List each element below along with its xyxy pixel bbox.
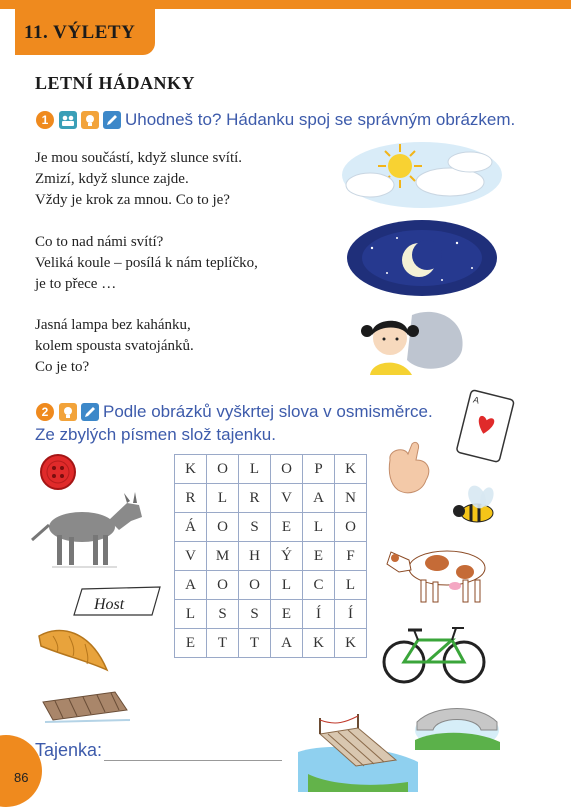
grid-cell[interactable]: S: [239, 513, 271, 542]
riddle-sun: [35, 232, 258, 295]
riddle-line: kolem spousta svatojánků.: [35, 338, 194, 354]
grid-cell[interactable]: O: [271, 455, 303, 484]
grid-row: [175, 455, 367, 484]
grid-row: [175, 513, 367, 542]
grid-row: [175, 571, 367, 600]
grid-cell[interactable]: V: [271, 484, 303, 513]
grid-cell[interactable]: O: [239, 571, 271, 600]
sign-text: Host: [94, 596, 125, 613]
riddle-line: Jasná lampa bez kahánku,: [35, 317, 191, 333]
grid-cell[interactable]: R: [239, 484, 271, 513]
grid-cell[interactable]: E: [175, 629, 207, 658]
pencil-icon: [103, 111, 121, 129]
grid-cell[interactable]: O: [207, 513, 239, 542]
sun-clouds-image: [340, 140, 505, 210]
pencil-icon: [81, 403, 99, 421]
playing-card-image: [455, 392, 515, 462]
riddle-shadow: [35, 148, 242, 211]
button-image: [38, 452, 78, 492]
grid-row: [175, 542, 367, 571]
grid-cell[interactable]: T: [239, 629, 271, 658]
grid-cell[interactable]: E: [271, 513, 303, 542]
grid-cell[interactable]: A: [175, 571, 207, 600]
task-number-1: 1: [36, 111, 54, 129]
grid-cell[interactable]: E: [271, 600, 303, 629]
grid-cell[interactable]: S: [239, 600, 271, 629]
grid-cell[interactable]: E: [303, 542, 335, 571]
riddle-line: Veliká koule – posílá k nám teplíčko,: [35, 255, 258, 271]
grid-cell[interactable]: K: [335, 629, 367, 658]
moon-night-image: [347, 218, 497, 298]
grid-cell[interactable]: Í: [335, 600, 367, 629]
grid-cell[interactable]: O: [335, 513, 367, 542]
page-number: 86: [14, 770, 29, 785]
answer-label: Tajenka:: [35, 740, 103, 760]
grid-cell[interactable]: Í: [303, 600, 335, 629]
task-number-2: 2: [36, 403, 54, 421]
cow-image: [385, 538, 500, 608]
grid-cell[interactable]: L: [207, 484, 239, 513]
grid-cell[interactable]: H: [239, 542, 271, 571]
grid-row: [175, 600, 367, 629]
task2-instruction-line1: Podle obrázků vyškrtej slova v osmisměrce.: [103, 402, 433, 421]
task1-instruction: Uhodneš to? Hádanku spoj se správným obrázkem.: [125, 110, 516, 129]
donkey-image: [27, 495, 157, 575]
grid-cell[interactable]: Á: [175, 513, 207, 542]
grid-cell[interactable]: L: [239, 455, 271, 484]
grid-cell[interactable]: C: [303, 571, 335, 600]
grid-cell[interactable]: L: [335, 571, 367, 600]
wasp-image: [447, 485, 507, 530]
svg-text:A: A: [472, 394, 481, 406]
grid-cell[interactable]: P: [303, 455, 335, 484]
grid-cell[interactable]: K: [175, 455, 207, 484]
grid-cell[interactable]: M: [207, 542, 239, 571]
grid-cell[interactable]: L: [175, 600, 207, 629]
grid-cell[interactable]: L: [271, 571, 303, 600]
top-accent-bar: [0, 0, 571, 9]
idea-icon: [81, 111, 99, 129]
stone-bridge-image: [415, 700, 500, 750]
group-icon: [59, 111, 77, 129]
riddle-moon: [35, 315, 194, 378]
grid-cell[interactable]: Ý: [271, 542, 303, 571]
grid-cell[interactable]: S: [207, 600, 239, 629]
grid-row: [175, 484, 367, 513]
grid-cell[interactable]: A: [271, 629, 303, 658]
grid-cell[interactable]: A: [303, 484, 335, 513]
croissant-image: [35, 622, 115, 677]
name-sign-image: [72, 585, 164, 625]
section-title: LETNÍ HÁDANKY: [35, 73, 196, 93]
grid-cell[interactable]: V: [175, 542, 207, 571]
grid-cell[interactable]: K: [303, 629, 335, 658]
riddle-line: je to přece …: [35, 276, 117, 292]
hand-fist-image: [382, 440, 442, 505]
girl-shadow-image: [352, 305, 472, 375]
grid-cell[interactable]: O: [207, 571, 239, 600]
riddle-line: Vždy je krok za mnou. Co to je?: [35, 192, 230, 208]
grid-cell[interactable]: N: [335, 484, 367, 513]
task2-instruction-line2: Ze zbylých písmen slož tajenku.: [35, 425, 276, 444]
grid-row: [175, 629, 367, 658]
riddle-line: Co to nad námi svítí?: [35, 234, 164, 250]
grid-cell[interactable]: F: [335, 542, 367, 571]
riddle-line: Zmizí, když slunce zajde.: [35, 171, 189, 187]
grid-cell[interactable]: R: [175, 484, 207, 513]
chapter-title: 11. VÝLETY: [24, 22, 136, 43]
grid-cell[interactable]: L: [303, 513, 335, 542]
bicycle-image: [382, 622, 487, 687]
raft-image: [35, 682, 135, 727]
riddle-line: Je mou součástí, když slunce svítí.: [35, 150, 243, 166]
grid-cell[interactable]: O: [207, 455, 239, 484]
idea-icon: [59, 403, 77, 421]
answer-input-line[interactable]: [104, 760, 282, 761]
grid-cell[interactable]: K: [335, 455, 367, 484]
pier-image: [298, 712, 418, 792]
riddle-line: Co je to?: [35, 359, 90, 375]
word-search-grid: [174, 454, 367, 658]
grid-cell[interactable]: T: [207, 629, 239, 658]
